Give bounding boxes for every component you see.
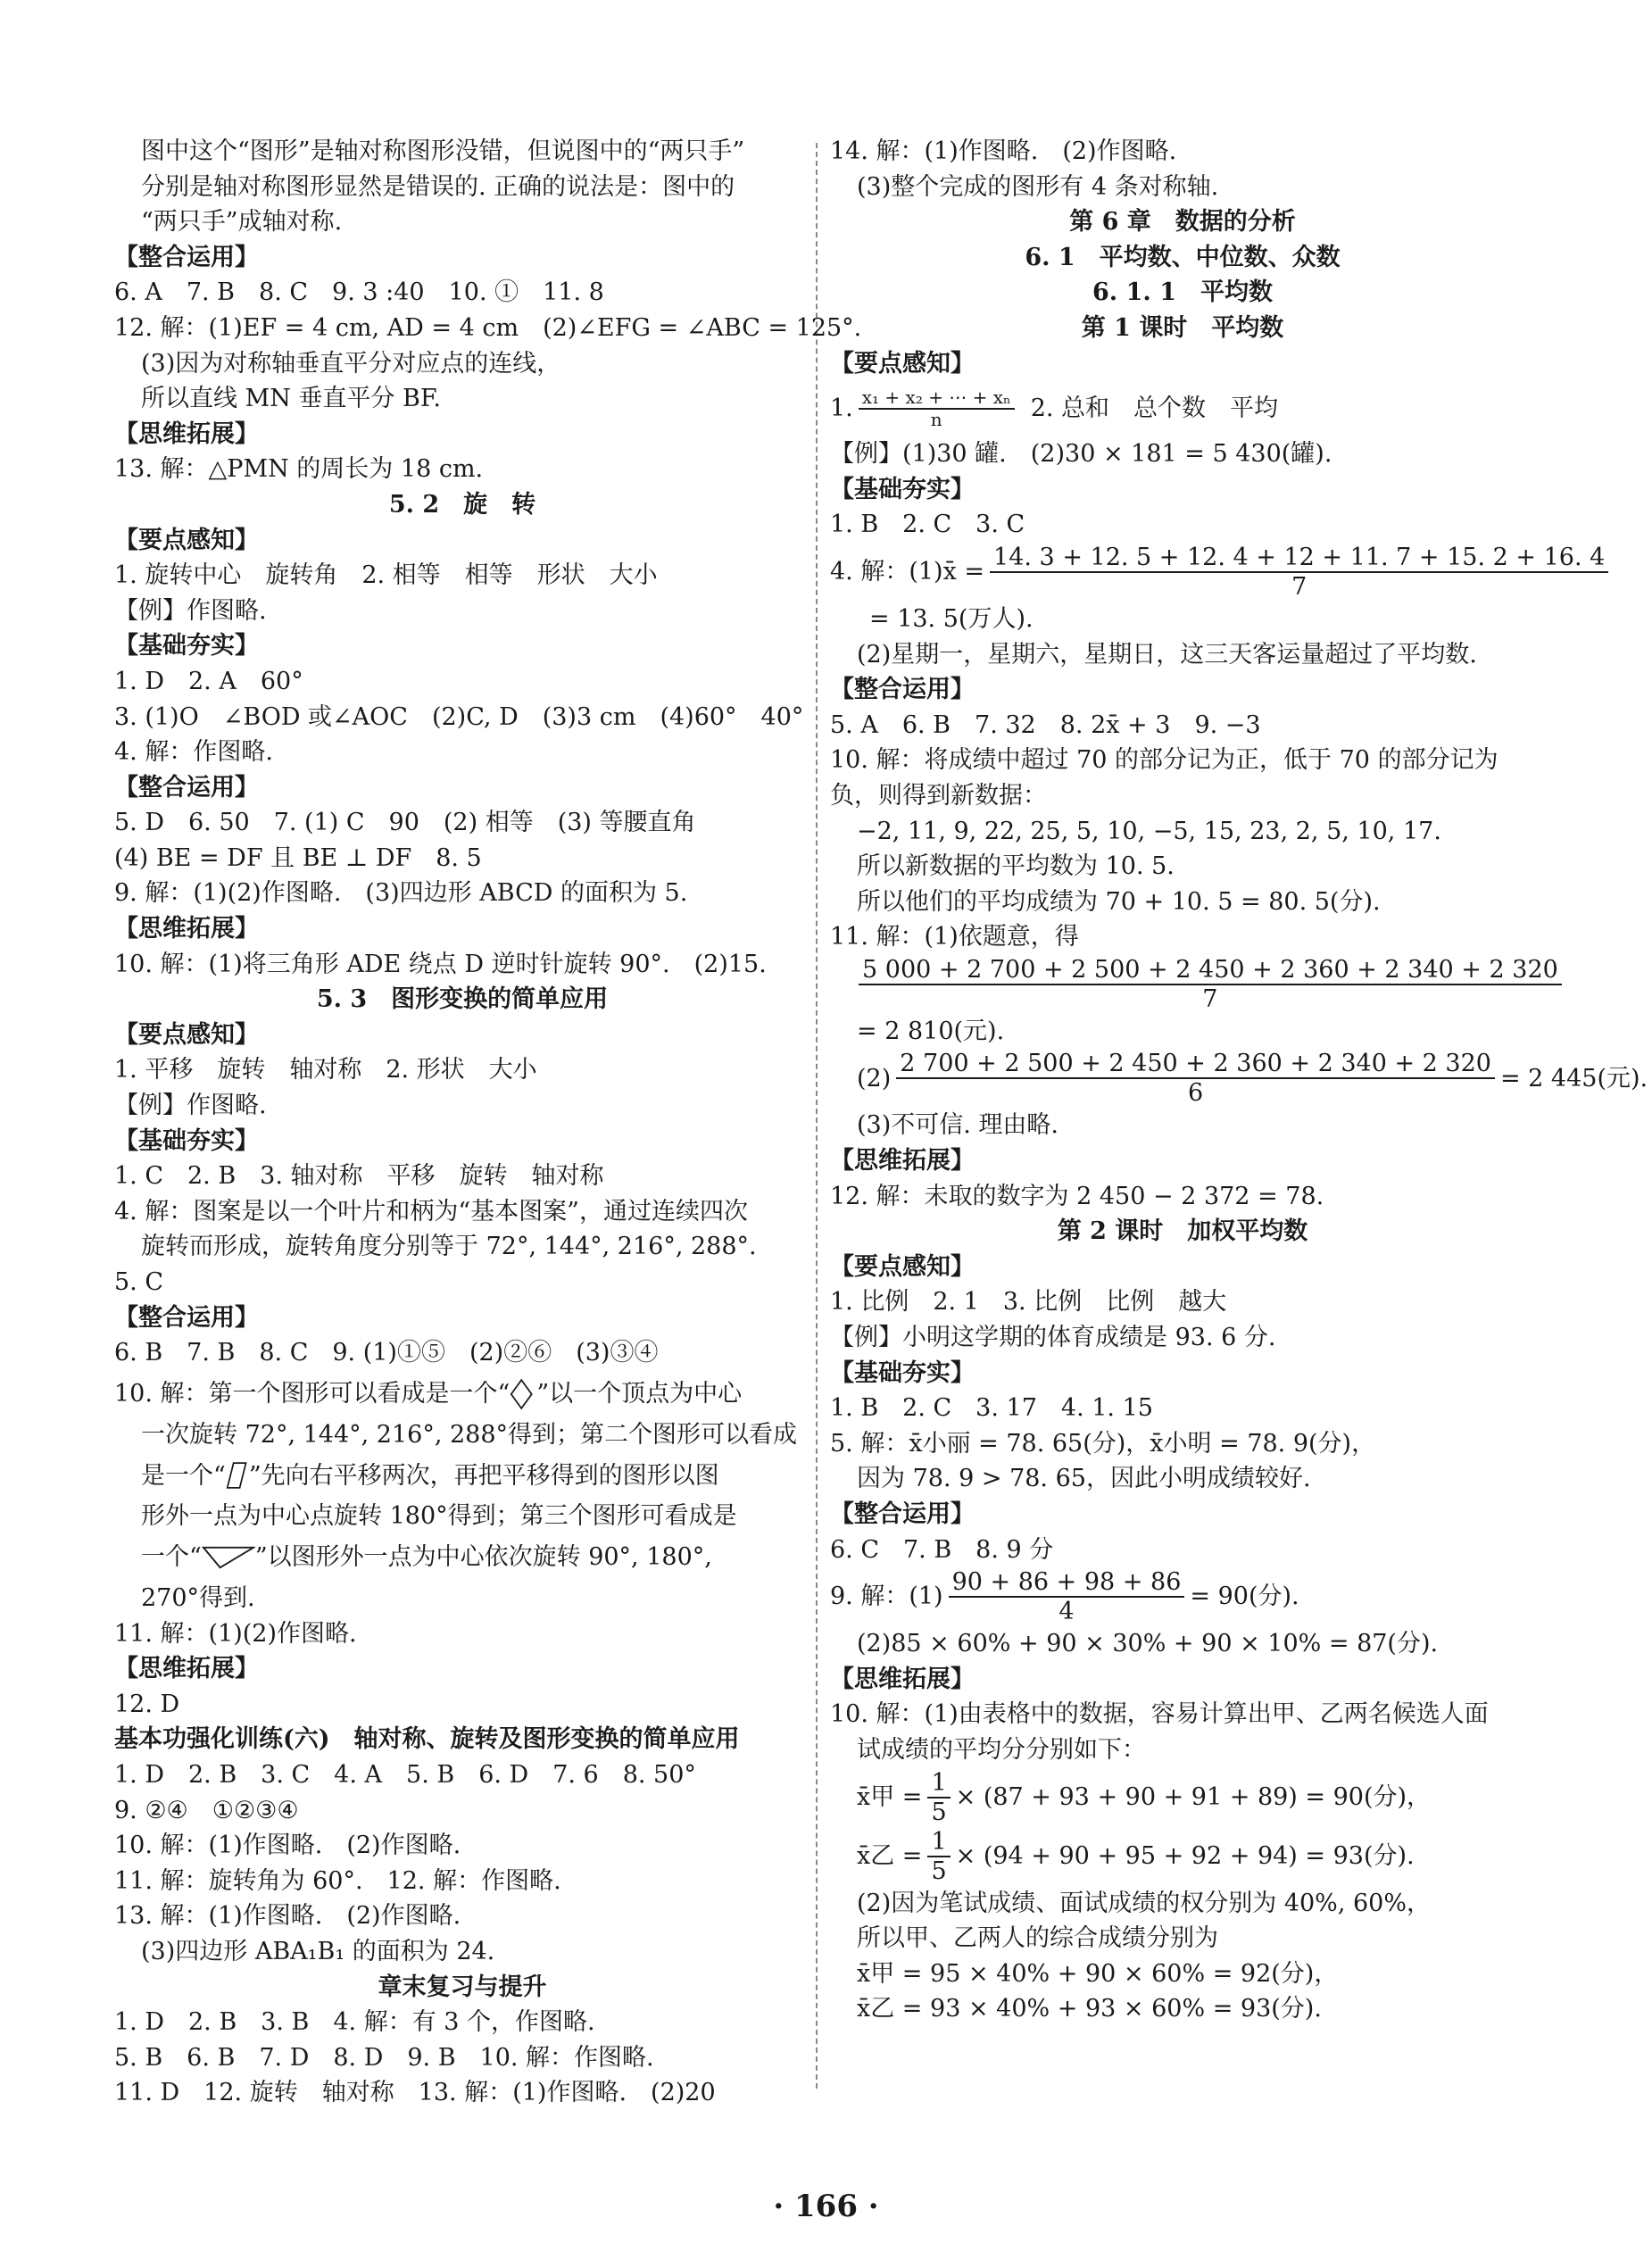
- section-label: 【要点感知】: [114, 1020, 259, 1049]
- answer-line: [830, 381, 1535, 436]
- answer-text: 是一个“: [141, 1461, 226, 1490]
- answer-text: × (87 + 93 + 90 + 91 + 89) = 90(分)，: [955, 1782, 1432, 1811]
- answer-line: (3)整个完成的图形有 4 条对称轴.: [857, 172, 1219, 201]
- fraction-denominator: 6: [1188, 1079, 1204, 1108]
- answer-line: 5. D 6. 50 7. (1) C 90 (2) 相等 (3) 等腰直角: [114, 809, 696, 837]
- answer-text: (2): [857, 1064, 892, 1092]
- answer-line: [830, 1049, 1648, 1108]
- lesson-heading: 第 1 课时 平均数: [1081, 313, 1284, 342]
- answer-line: 1. D 2. A 60°: [114, 667, 303, 695]
- section-label: 【要点感知】: [114, 526, 259, 554]
- answer-line: 【例】作图略.: [114, 596, 267, 625]
- answer-line: 旋转而形成，旋转角度分别等于 72°, 144°, 216°, 288°.: [141, 1233, 757, 1261]
- answer-line: 11. D 12. 旋转 轴对称 13. 解：(1)作图略. (2)20: [114, 2079, 716, 2107]
- answer-line: 1. 旋转中心 旋转角 2. 相等 相等 形状 大小: [114, 561, 658, 590]
- answer-line: 12. D: [114, 1690, 180, 1718]
- answer-line: (3)因为对称轴垂直平分对应点的连线，: [141, 349, 561, 378]
- answer-line: [830, 955, 1558, 1014]
- section-label: 【要点感知】: [830, 349, 975, 378]
- answer-line: 10. 解：(1)将三角形 ADE 绕点 D 逆时针旋转 90°. (2)15.: [114, 950, 767, 978]
- answer-line: x̄甲 = 95 × 40% + 90 × 60% = 92(分)，: [857, 1959, 1339, 1988]
- rhombus-shape-icon: [510, 1376, 536, 1412]
- fraction-numerator: 1: [927, 1769, 950, 1799]
- answer-line: 9. ②④ ①②③④: [114, 1796, 299, 1824]
- text-line: “两只手”成轴对称.: [141, 208, 343, 237]
- section-label: 【思维拓展】: [114, 915, 259, 943]
- answer-line: 5. A 6. B 7. 32 8. 2x̄ + 3 9. −3: [830, 710, 1261, 739]
- answer-line: 所以直线 MN 垂直平分 BF.: [141, 385, 441, 413]
- chapter-heading: 5. 2 旋 转: [388, 490, 536, 519]
- section-label: 【思维拓展】: [830, 1147, 975, 1175]
- answer-line: 1. 比例 2. 1 3. 比例 比例 越大: [830, 1288, 1227, 1317]
- answer-line: 12. 解：未取的数字为 2 450 − 2 372 = 78.: [830, 1182, 1324, 1210]
- fraction-numerator: 2 700 + 2 500 + 2 450 + 2 360 + 2 340 + 2 320: [896, 1050, 1495, 1079]
- answer-text: = 2 445(元).: [1499, 1064, 1648, 1092]
- answer-text: x̄甲 =: [857, 1782, 923, 1811]
- answer-line: (3)不可信. 理由略.: [857, 1111, 1058, 1140]
- section-label: 【基础夯实】: [114, 1126, 259, 1155]
- answer-text: 2. 总和 总个数 平均: [1030, 395, 1279, 423]
- answer-text: × (94 + 90 + 95 + 92 + 94) = 93(分).: [955, 1841, 1415, 1870]
- answer-line: 形外一点为中心点旋转 180°得到；第三个图形可看成是: [141, 1502, 737, 1531]
- answer-line: 13. 解：△PMN 的周长为 18 cm.: [114, 455, 484, 484]
- fraction: [927, 1769, 950, 1826]
- answer-line: 所以他们的平均成绩为 70 + 10. 5 = 80. 5(分).: [857, 887, 1381, 916]
- answer-line: 6. B 7. B 8. C 9. (1)①⑤ (2)②⑥ (3)③④: [114, 1339, 659, 1367]
- answer-line: 试成绩的平均分分别如下：: [857, 1735, 1146, 1764]
- answer-line: (2)星期一，星期六，星期日，这三天客运量超过了平均数.: [857, 640, 1477, 669]
- answer-line: [114, 1534, 810, 1581]
- answer-line: 6. C 7. B 8. 9 分: [830, 1535, 1054, 1564]
- fraction-numerator: 14. 3 + 12. 5 + 12. 4 + 12 + 11. 7 + 15. 2 + 16. 4: [990, 544, 1608, 573]
- fraction-numerator: x₁ + x₂ + ⋯ + xₙ: [859, 387, 1015, 410]
- answer-line: 10. 解：(1)作图略. (2)作图略.: [114, 1832, 461, 1860]
- answer-line: 10. 解：将成绩中超过 70 的部分记为正，低于 70 的部分记为: [830, 746, 1498, 775]
- answer-line: 11. 解：(1)(2)作图略.: [114, 1619, 357, 1648]
- answer-line: 9. 解：(1)(2)作图略. (3)四边形 ABCD 的面积为 5.: [114, 879, 688, 908]
- answer-line: 4. 解：图案是以一个叶片和柄为“基本图案”，通过连续四次: [114, 1197, 748, 1225]
- answer-line: 14. 解：(1)作图略. (2)作图略.: [830, 137, 1177, 165]
- fraction-denominator: 7: [1291, 572, 1307, 601]
- answer-line: [830, 1567, 1535, 1626]
- section-heading: 6. 1. 1 平均数: [1092, 278, 1273, 307]
- section-heading: 6. 1 平均数、中位数、众数: [1025, 243, 1341, 271]
- answer-text: 一个“: [141, 1543, 202, 1572]
- chapter-heading: 基本功强化训练(六) 轴对称、旋转及图形变换的简单应用: [114, 1725, 740, 1754]
- section-label: 【整合运用】: [114, 1303, 259, 1332]
- fraction-denominator: 7: [1202, 984, 1218, 1013]
- answer-line: 一次旋转 72°, 144°, 216°, 288°得到；第二个图形可以看成: [141, 1420, 798, 1449]
- text-line: 分别是轴对称图形显然是错误的. 正确的说法是：图中的: [141, 172, 735, 201]
- answer-line: (4) BE = DF 且 BE ⊥ DF 8. 5: [114, 843, 482, 872]
- section-label: 【基础夯实】: [830, 1358, 975, 1387]
- section-label: 【思维拓展】: [114, 420, 259, 448]
- fraction: [859, 956, 1562, 1013]
- chapter-heading: 5. 3 图形变换的简单应用: [316, 985, 609, 1014]
- section-label: 【整合运用】: [830, 676, 975, 704]
- section-label: 【整合运用】: [830, 1500, 975, 1528]
- section-label: 【整合运用】: [114, 243, 259, 271]
- answer-text: ”先向右平移两次，再把平移得到的图形以图: [248, 1461, 719, 1490]
- fraction-denominator: n: [930, 409, 942, 431]
- answer-line: 270°得到.: [141, 1583, 255, 1612]
- answer-text: 1.: [830, 395, 853, 423]
- fraction-denominator: 4: [1058, 1598, 1075, 1626]
- section-label: 【基础夯实】: [114, 632, 259, 660]
- page-number: · 166 ·: [773, 2189, 879, 2224]
- answer-line: [830, 1827, 1535, 1886]
- answer-line: 【例】小明这学期的体育成绩是 93. 6 分.: [830, 1324, 1276, 1352]
- answer-text: x̄乙 =: [857, 1841, 923, 1870]
- answer-line: −2, 11, 9, 22, 25, 5, 10, −5, 15, 23, 2, 5, 10, 17.: [857, 817, 1441, 845]
- fraction: [949, 1568, 1185, 1625]
- left-column: [114, 134, 862, 2111]
- answer-line: = 2 810(元).: [857, 1017, 1005, 1045]
- lesson-heading: 第 2 课时 加权平均数: [1057, 1217, 1308, 1246]
- answer-text: 10. 解：第一个图形可以看成是一个“: [114, 1379, 511, 1408]
- column-divider: [816, 143, 818, 2089]
- answer-line: 4. 解：作图略.: [114, 738, 273, 767]
- answer-line: [114, 1452, 810, 1499]
- answer-line: 1. D 2. B 3. C 4. A 5. B 6. D 7. 6 8. 50°: [114, 1760, 696, 1789]
- section-label: 【思维拓展】: [114, 1655, 259, 1683]
- answer-line: 5. C: [114, 1268, 164, 1296]
- answer-line: 10. 解：(1)由表格中的数据，容易计算出甲、乙两名候选人面: [830, 1700, 1489, 1729]
- fraction-denominator: 5: [931, 1857, 947, 1885]
- fraction-numerator: 90 + 86 + 98 + 86: [949, 1568, 1185, 1598]
- section-label: 【整合运用】: [114, 773, 259, 802]
- answer-line: 因为 78. 9 > 78. 65，因此小明成绩较好.: [857, 1465, 1311, 1493]
- fraction: [896, 1050, 1495, 1107]
- section-label: 【思维拓展】: [830, 1665, 975, 1693]
- answer-line: 【例】作图略.: [114, 1092, 267, 1120]
- answer-line: 11. 解：旋转角为 60°. 12. 解：作图略.: [114, 1866, 561, 1895]
- right-column: [830, 134, 1648, 2027]
- answer-line: [830, 543, 1606, 602]
- fraction: [990, 544, 1608, 601]
- answer-line: 所以新数据的平均数为 10. 5.: [857, 852, 1175, 881]
- answer-line: [830, 1768, 1535, 1827]
- fraction-denominator: 5: [931, 1798, 947, 1826]
- fraction-numerator: 5 000 + 2 700 + 2 500 + 2 450 + 2 360 + 2 340 + 2 320: [859, 956, 1562, 985]
- answer-line: 13. 解：(1)作图略. (2)作图略.: [114, 1902, 461, 1931]
- answer-text: 4. 解：(1)x̄ =: [830, 558, 985, 586]
- answer-line: 1. D 2. B 3. B 4. 解：有 3 个，作图略.: [114, 2008, 595, 2037]
- fraction-numerator: 1: [927, 1828, 950, 1857]
- section-label: 【基础夯实】: [830, 475, 975, 503]
- chapter-heading: 第 6 章 数据的分析: [1069, 208, 1296, 237]
- answer-line: (3)四边形 ABA₁B₁ 的面积为 24.: [141, 1937, 495, 1965]
- answer-line: 1. B 2. C 3. C: [830, 511, 1025, 539]
- fraction: [927, 1828, 950, 1885]
- answer-text: ”以图形外一点为中心依次旋转 90°, 180°,: [254, 1543, 712, 1572]
- answer-line: 1. C 2. B 3. 轴对称 平移 旋转 轴对称: [114, 1162, 604, 1191]
- answer-line: 1. 平移 旋转 轴对称 2. 形状 大小: [114, 1056, 537, 1084]
- answer-line: 1. B 2. C 3. 17 4. 1. 15: [830, 1394, 1153, 1423]
- answer-line: 负，则得到新数据：: [830, 781, 1047, 810]
- answer-line: 5. 解：x̄小丽 = 78. 65(分)，x̄小明 = 78. 9(分)，: [830, 1429, 1376, 1458]
- fraction: [859, 387, 1015, 430]
- answer-line: [114, 1371, 810, 1417]
- answer-line: 3. (1)O ∠BOD 或∠AOC (2)C, D (3)3 cm (4)60° 40°: [114, 702, 804, 731]
- answer-line: (2)因为笔试成绩、面试成绩的权分别为 40%, 60%，: [857, 1889, 1432, 1917]
- answer-line: 6. A 7. B 8. C 9. 3 :40 10. ① 11. 8: [114, 278, 604, 307]
- section-label: 【要点感知】: [830, 1252, 975, 1281]
- answer-text: ”以一个顶点为中心: [536, 1379, 743, 1408]
- answer-line: 所以甲、乙两人的综合成绩分别为: [857, 1924, 1218, 1953]
- answer-line: (2)85 × 60% + 90 × 30% + 90 × 10% = 87(分).: [857, 1630, 1439, 1658]
- triangle-shape-icon: [202, 1544, 255, 1571]
- answer-text: 9. 解：(1): [830, 1583, 943, 1611]
- answer-line: 11. 解：(1)依题意，得: [830, 923, 1079, 951]
- answer-line: 【例】(1)30 罐. (2)30 × 181 = 5 430(罐).: [830, 440, 1332, 469]
- parallelogram-shape-icon: [226, 1459, 249, 1491]
- text-line: 图中这个“图形”是轴对称图形没错，但说图中的“两只手”: [141, 137, 745, 165]
- answer-line: = 13. 5(万人).: [869, 604, 1034, 633]
- answer-line: 5. B 6. B 7. D 8. D 9. B 10. 解：作图略.: [114, 2043, 654, 2072]
- answer-line: x̄乙 = 93 × 40% + 93 × 60% = 93(分).: [857, 1995, 1322, 2023]
- answer-text: = 90(分).: [1190, 1583, 1299, 1611]
- answer-line: 12. 解：(1)EF = 4 cm, AD = 4 cm (2)∠EFG = ∠ABC = 125°.: [114, 313, 862, 342]
- chapter-heading: 章末复习与提升: [378, 1973, 547, 2001]
